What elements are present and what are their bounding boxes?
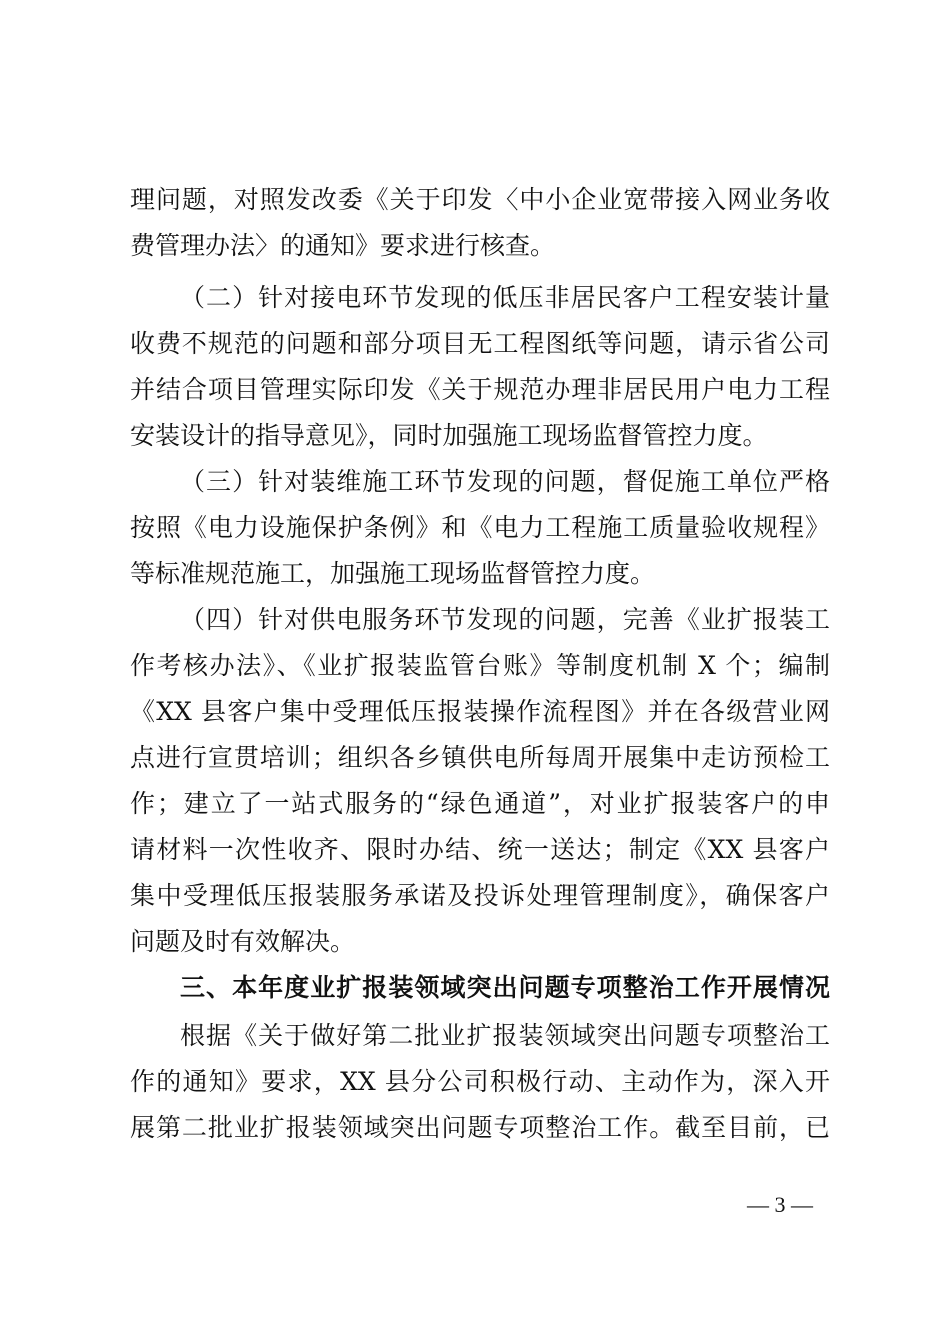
section-heading: 三、本年度业扩报装领域突出问题专项整治工作开展情况 (180, 973, 830, 1002)
paragraph-5-start: 根据《关于做好第二批业扩报装领域突出问题专项整治工 (180, 1021, 830, 1050)
body-text-line: 作考核办法》、《业扩报装监管台账》等制度机制 X 个；编制 (130, 651, 830, 680)
paragraph-4-start: （四）针对供电服务环节发现的问题，完善《业扩报装工 (180, 605, 830, 634)
paragraph-3-start: （三）针对装维施工环节发现的问题，督促施工单位严格 (180, 467, 830, 496)
body-text-line: 作的通知》要求，XX 县分公司积极行动、主动作为，深入开 (130, 1067, 830, 1096)
body-text-line: 并结合项目管理实际印发《关于规范办理非居民用户电力工程 (130, 375, 830, 404)
body-text-line: 理问题，对照发改委《关于印发〈中小企业宽带接入网业务收 (130, 185, 830, 214)
body-text-line: 点进行宣贯培训；组织各乡镇供电所每周开展集中走访预检工 (130, 743, 830, 772)
body-text-line: 《XX 县客户集中受理低压报装操作流程图》并在各级营业网 (130, 697, 830, 726)
body-text-line: 安装设计的指导意见》，同时加强施工现场监督管控力度。 (130, 421, 768, 450)
body-text-line: 展第二批业扩报装领域突出问题专项整治工作。截至目前，已 (130, 1113, 830, 1142)
body-text-line: 问题及时有效解决。 (130, 927, 356, 956)
page-number: — 3 — (747, 1192, 813, 1217)
body-text-line: 等标准规范施工，加强施工现场监督管控力度。 (130, 559, 656, 588)
body-text-line: 费管理办法〉的通知》要求进行核查。 (130, 231, 556, 260)
body-text-line: 请材料一次性收齐、限时办结、统一送达；制定《XX 县客户 (130, 835, 830, 864)
body-text-line: 作；建立了一站式服务的“绿色通道”，对业扩报装客户的申 (130, 789, 830, 818)
paragraph-2-start: （二）针对接电环节发现的低压非居民客户工程安装计量 (180, 283, 830, 312)
body-text-line: 集中受理低压报装服务承诺及投诉处理管理制度》，确保客户 (130, 881, 830, 910)
body-text-line: 按照《电力设施保护条例》和《电力工程施工质量验收规程》 (130, 513, 830, 542)
body-text-line: 收费不规范的问题和部分项目无工程图纸等问题，请示省公司 (130, 329, 830, 358)
